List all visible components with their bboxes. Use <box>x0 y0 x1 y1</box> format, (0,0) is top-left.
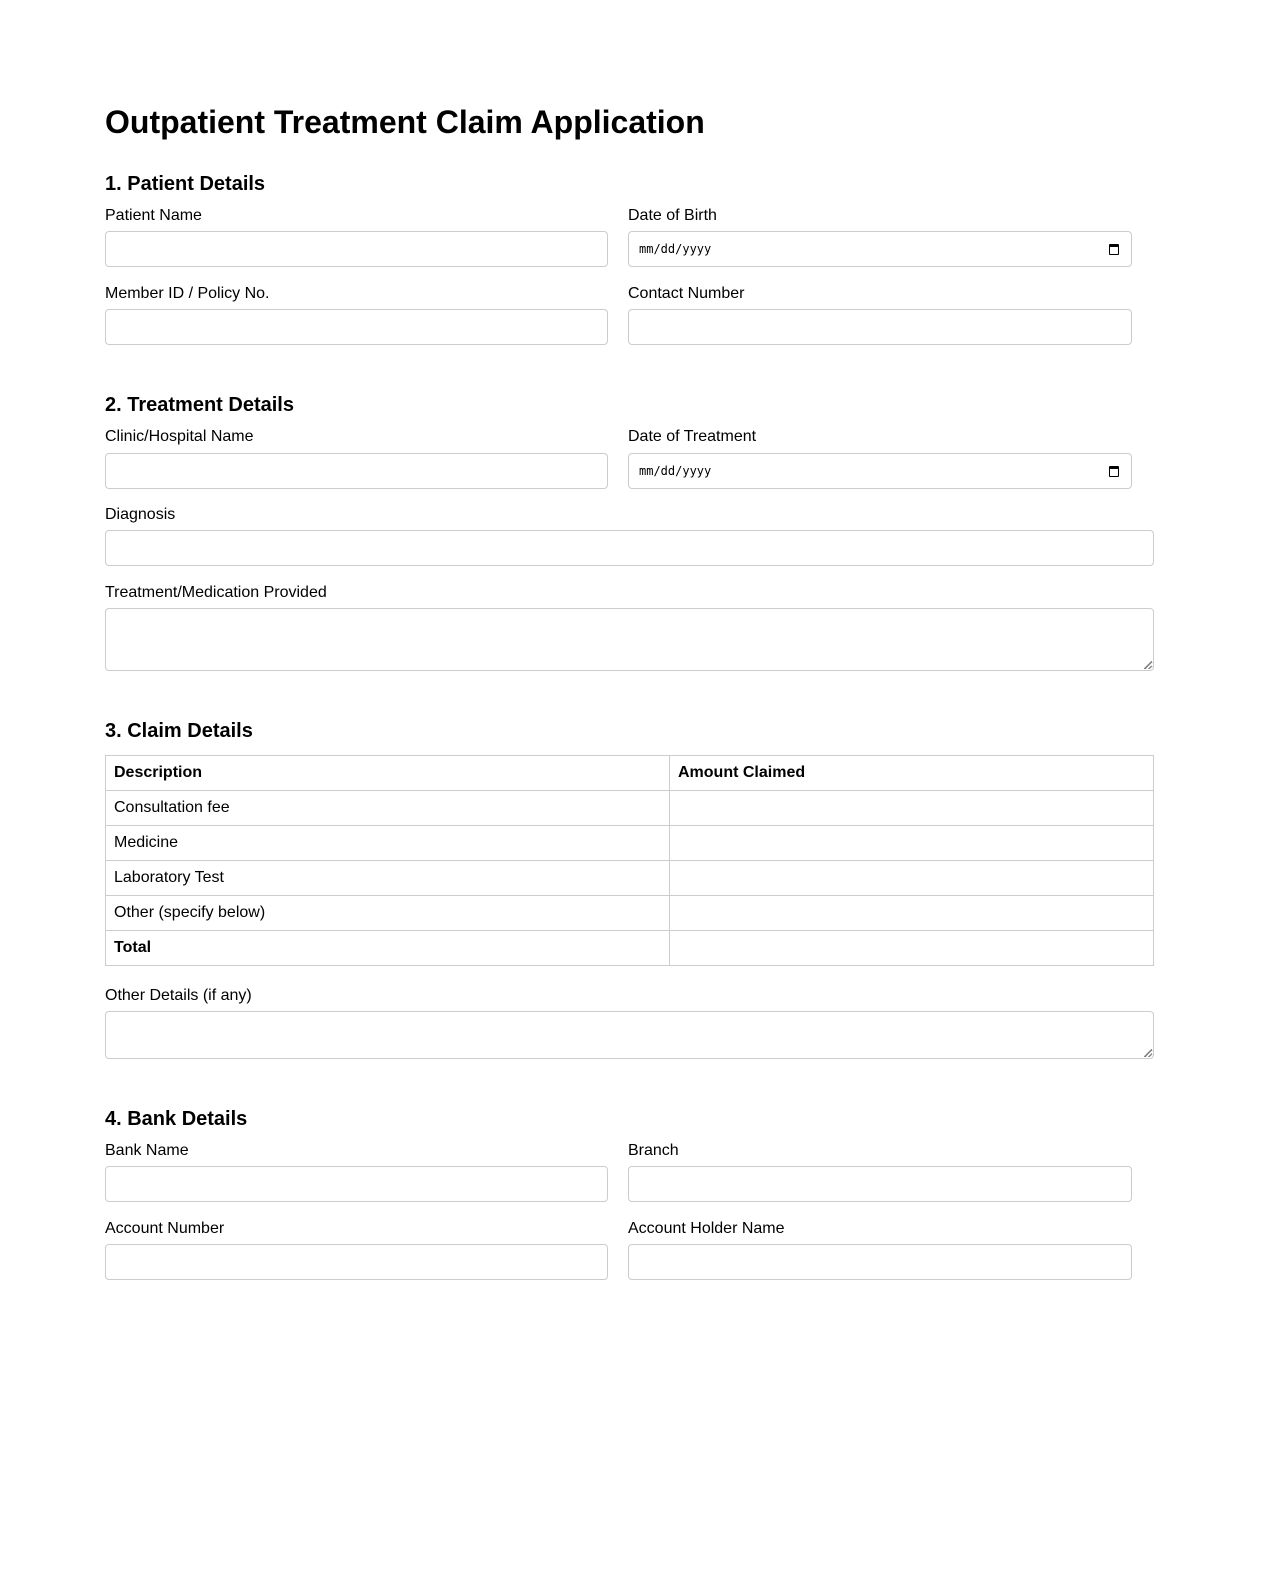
table-row <box>106 826 1154 861</box>
bank-name-input[interactable] <box>105 1166 608 1202</box>
column-header-description: Description <box>106 756 670 791</box>
row-amount-cell[interactable] <box>670 791 1154 826</box>
date-of-birth-placeholder: mm/dd/yyyy <box>639 242 712 256</box>
contact-number-input[interactable] <box>628 309 1132 345</box>
date-of-birth-input[interactable] <box>628 231 1132 267</box>
table-row <box>106 791 1154 826</box>
other-details-textarea[interactable] <box>105 1011 1154 1059</box>
row-amount-cell[interactable] <box>670 861 1154 896</box>
page-title: Outpatient Treatment Claim Application <box>105 104 705 140</box>
patient-name-label: Patient Name <box>105 207 202 224</box>
row-description: Consultation fee <box>106 791 670 826</box>
claim-table <box>105 755 1154 966</box>
row-description: Other (specify below) <box>106 896 670 931</box>
account-holder-name-label: Account Holder Name <box>628 1220 785 1237</box>
calendar-icon[interactable] <box>1109 244 1119 255</box>
treatment-provided-wrapper <box>105 608 1154 671</box>
clinic-name-label: Clinic/Hospital Name <box>105 428 254 445</box>
member-id-input[interactable] <box>105 309 608 345</box>
account-holder-name-input[interactable] <box>628 1244 1132 1280</box>
date-of-treatment-placeholder: mm/dd/yyyy <box>639 464 712 478</box>
branch-label: Branch <box>628 1142 679 1159</box>
date-of-treatment-input[interactable] <box>628 453 1132 489</box>
diagnosis-label: Diagnosis <box>105 506 176 523</box>
table-row <box>106 861 1154 896</box>
row-amount-cell-total[interactable] <box>670 931 1154 966</box>
bank-name-label: Bank Name <box>105 1142 189 1159</box>
account-number-input[interactable] <box>105 1244 608 1280</box>
section-heading-patient: 1. Patient Details <box>105 173 266 195</box>
column-header-amount: Amount Claimed <box>670 756 1154 791</box>
section-heading-claim: 3. Claim Details <box>105 720 253 742</box>
clinic-name-input[interactable] <box>105 453 608 489</box>
calendar-icon[interactable] <box>1109 466 1119 477</box>
row-amount-cell[interactable] <box>670 826 1154 861</box>
member-id-label: Member ID / Policy No. <box>105 285 270 302</box>
row-amount-cell[interactable] <box>670 896 1154 931</box>
patient-name-input[interactable] <box>105 231 608 267</box>
branch-input[interactable] <box>628 1166 1132 1202</box>
date-of-treatment-label: Date of Treatment <box>628 428 757 445</box>
section-heading-treatment: 2. Treatment Details <box>105 394 294 416</box>
row-description-total: Total <box>106 931 670 966</box>
other-details-label: Other Details (if any) <box>105 987 252 1004</box>
date-of-birth-label: Date of Birth <box>628 207 717 224</box>
row-description: Laboratory Test <box>106 861 670 896</box>
table-header-row <box>106 756 1154 791</box>
treatment-provided-textarea[interactable] <box>105 608 1154 671</box>
treatment-provided-label: Treatment/Medication Provided <box>105 584 327 601</box>
contact-number-label: Contact Number <box>628 285 745 302</box>
row-description: Medicine <box>106 826 670 861</box>
section-heading-bank: 4. Bank Details <box>105 1108 248 1130</box>
table-row <box>106 896 1154 931</box>
diagnosis-input[interactable] <box>105 530 1154 566</box>
account-number-label: Account Number <box>105 1220 225 1237</box>
other-details-wrapper <box>105 1011 1154 1059</box>
table-row-total <box>106 931 1154 966</box>
